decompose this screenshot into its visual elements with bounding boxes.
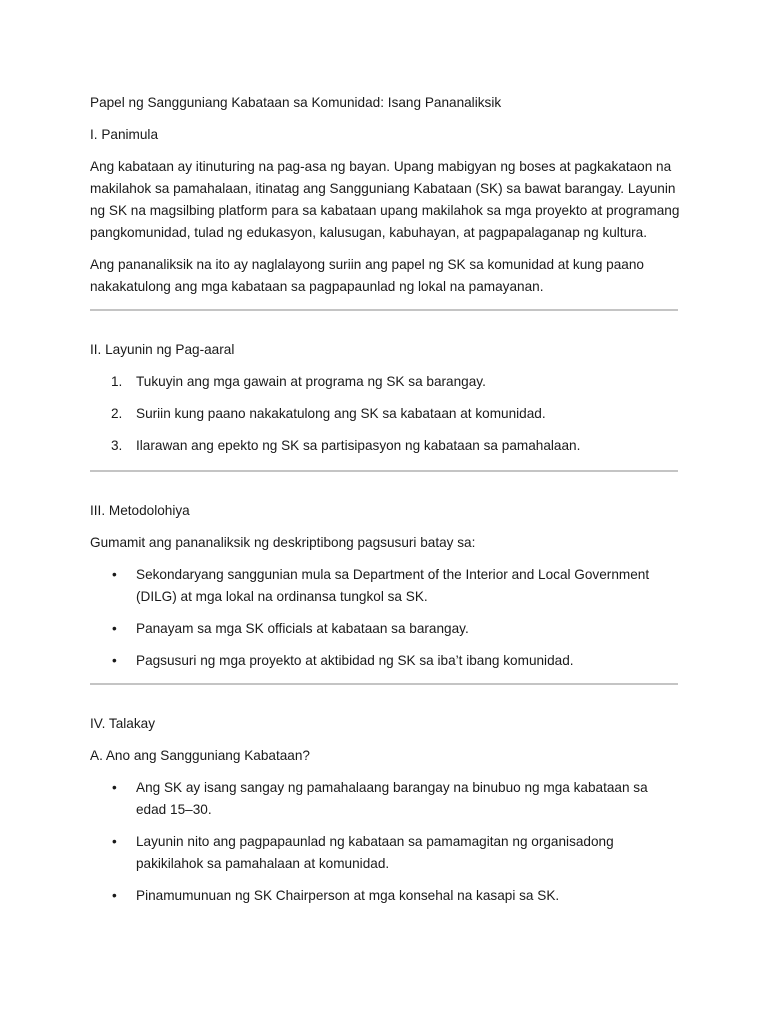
list-number: 1. — [111, 374, 123, 389]
list-item — [90, 371, 680, 393]
bullet-icon: • — [112, 653, 117, 668]
list-item — [90, 403, 680, 425]
bullet-icon: • — [112, 780, 117, 795]
list-item — [90, 777, 680, 821]
list-item — [90, 650, 680, 672]
list-item-text: Tukuyin ang mga gawain at programa ng SK sa barangay. — [136, 374, 486, 389]
discussion-list — [90, 777, 680, 907]
paragraph: Ang pananaliksik na ito ay naglalayong suriin ang papel ng SK sa komunidad at kung paano nakakatulong ang mga kabataan sa pagpapaunlad ng lokal na pamayanan. — [90, 257, 644, 294]
bullet-icon: • — [112, 621, 117, 636]
section-heading-talakay: IV. Talakay — [90, 716, 155, 731]
list-item-text: Sekondaryang sanggunian mula sa Department of the Interior and Local Government (DILG) at mga lokal na ordinansa tungkol sa SK. — [136, 567, 650, 604]
list-item-text: Pagsusuri ng mga proyekto at aktibidad ng SK sa iba’t ibang komunidad. — [136, 653, 574, 668]
list-item-text: Pinamumunuan ng SK Chairperson at mga konsehal na kasapi sa SK. — [136, 888, 560, 903]
paragraph: Gumamit ang pananaliksik ng deskriptibong pagsusuri batay sa: — [90, 535, 476, 550]
list-item — [90, 618, 680, 640]
list-number: 2. — [111, 406, 123, 421]
section-divider — [90, 683, 678, 685]
list-item — [90, 435, 680, 457]
bullet-icon: • — [112, 888, 117, 903]
list-item-text: Ang SK ay isang sangay ng pamahalaang barangay na binubuo ng mga kabataan sa edad 15–30. — [136, 780, 648, 817]
document-page — [90, 92, 680, 917]
subsection-heading: A. Ano ang Sangguniang Kabataan? — [90, 748, 310, 763]
list-item-text: Layunin nito ang pagpapaunlad ng kabataan sa pamamagitan ng organisadong pakikilahok sa pamahalaan at komunidad. — [136, 834, 614, 871]
list-item-text: Panayam sa mga SK officials at kabataan sa barangay. — [136, 621, 469, 636]
section-heading-layunin: II. Layunin ng Pag-aaral — [90, 342, 235, 357]
list-item-text: Suriin kung paano nakakatulong ang SK sa kabataan at komunidad. — [136, 406, 546, 421]
paragraph: Ang kabataan ay itinuturing na pag-asa ng bayan. Upang mabigyan ng boses at pagkakataon na makilahok sa pamahalaan, itinatag ang Sangguniang Kabataan (SK) sa bawat barangay. Layunin ng SK na magsilbing platform para sa kabataan upang makilahok sa mga proyekto at programang pangkomunidad, tulad ng edukasyon, kalusugan, kabuhayan, at pagpapalaganap ng kultura. — [90, 159, 680, 240]
bullet-icon: • — [112, 834, 117, 849]
document-title: Papel ng Sangguniang Kabataan sa Komunidad: Isang Pananaliksik — [90, 95, 502, 110]
list-item — [90, 564, 680, 608]
bullet-icon: • — [112, 567, 117, 582]
section-divider — [90, 470, 678, 472]
section-divider — [90, 309, 678, 311]
list-number: 3. — [111, 438, 123, 453]
list-item-text: Ilarawan ang epekto ng SK sa partisipasyon ng kabataan sa pamahalaan. — [136, 438, 581, 453]
section-heading-panimula: I. Panimula — [90, 127, 159, 142]
objectives-list — [90, 371, 680, 457]
section-heading-metodolohiya: III. Metodolohiya — [90, 503, 190, 518]
list-item — [90, 885, 680, 907]
methods-list — [90, 564, 680, 672]
list-item — [90, 831, 680, 875]
